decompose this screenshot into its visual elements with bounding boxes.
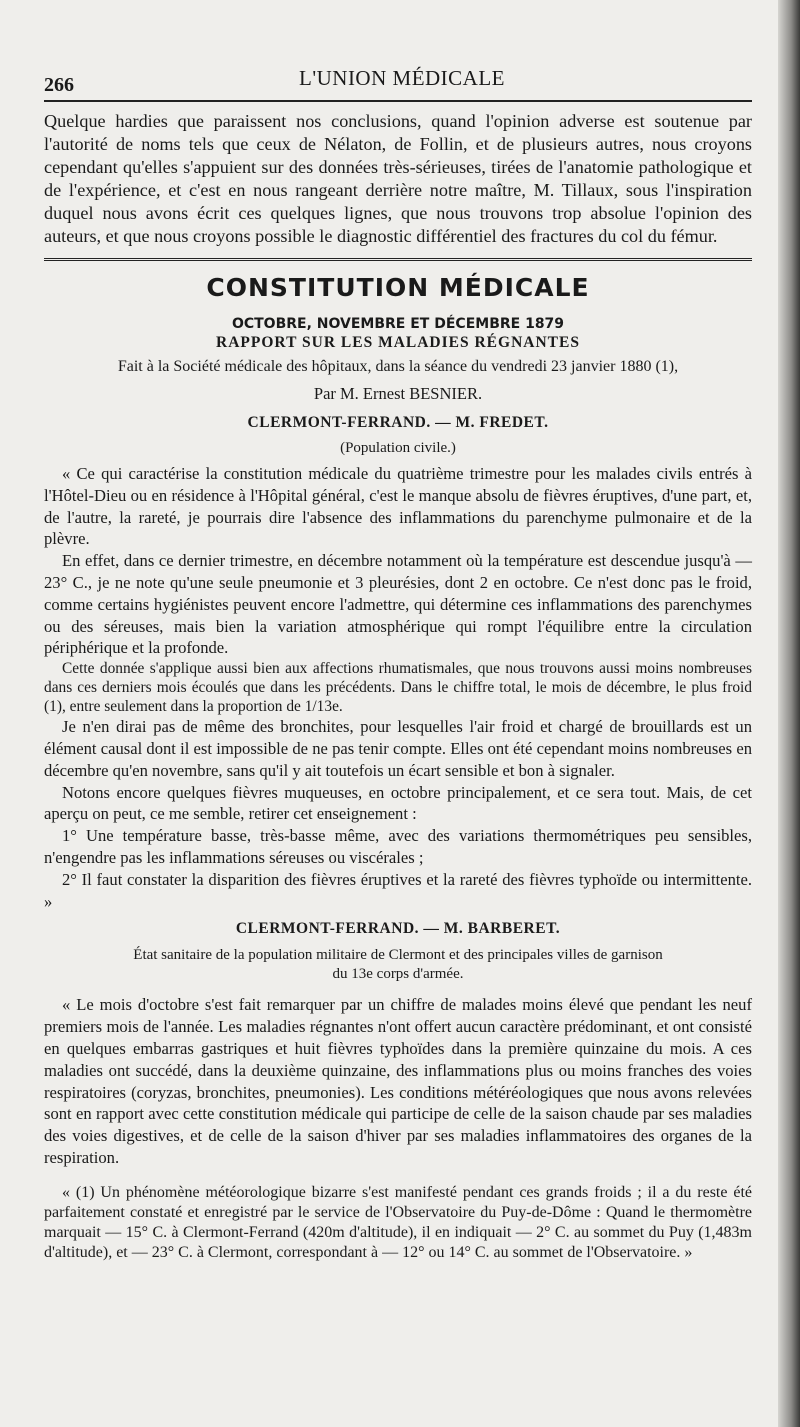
part1-heading: CLERMONT-FERRAND. — M. FREDET. — [247, 414, 549, 431]
report-title: RAPPORT SUR LES MALADIES RÉGNANTES — [216, 334, 580, 351]
part1-paragraph: 2° Il faut constater la disparition des fièvres éruptives et la rareté des fièvres typhoïde ou intermittente. » — [44, 869, 752, 911]
section-period: OCTOBRE, NOVEMBRE ET DÉCEMBRE 1879 — [231, 316, 565, 332]
intro-paragraph: Quelque hardies que paraissent nos conclusions, quand l'opinion adverse est soutenue par l'autorité de noms tels que ceux de Nélaton, de Follin, et de plusieurs autres, nous croyons cependant qu'elles s'appuient sur des données très-sérieuses, tirées de l'anatomie pathologique et de l'expérience, et c'est en nous rangeant derrière notre maître, M. Tillaux, sous l'inspiration duquel nous avons écrit ces quelques lignes, que nous trouvons trop absolue l'opinion des auteurs, et que nous croyons possible le diagnostic différentiel des fractures du col du fémur. — [44, 111, 752, 246]
part2-subheading-line2: du 13e corps d'armée. — [332, 966, 464, 983]
part1-paragraph: Cette donnée s'applique aussi bien aux affections rhumatismales, que nous trouvons aussi moins nombreuses dans ces derniers mois écoulés que dans les précédents. Dans le chiffre total, le mois de décembre, le plus froid (1), entre seulement dans la proportion de 1/13e. — [44, 660, 752, 716]
page-number: 266 — [44, 74, 74, 96]
part1-paragraph: 1° Une température basse, très-basse même, avec des variations thermométriques peu sensibles, n'engendre pas les inflammations séreuses ou viscérales ; — [44, 826, 752, 867]
part2-subheading — [44, 946, 752, 984]
author-line: Par M. Ernest BESNIER. — [313, 384, 483, 403]
part1-paragraph: Je n'en dirai pas de même des bronchites, pour lesquelles l'air froid et chargé de brouillards est un élément causal dont il est impossible de ne pas tenir compte. Elles ont été cependant moins nombreuses en décembre qu'en novembre, sans qu'il y ait toutefois un écart sensible et bon à signaler. — [44, 717, 752, 780]
part2-subheading-line1: État sanitaire de la population militaire de Clermont et des principales villes de garnison — [133, 947, 663, 964]
footnote: « (1) Un phénomène météorologique bizarre s'est manifesté pendant ces grands froids ; il a du reste été parfaitement constaté et enregistré par le service de l'Observatoire du Puy-de-Dôme : Quand le thermomètre marquait — 15° C. à Clermont-Ferrand (420m d'altitude), il en indiquait — 2° C. au sommet du Puy (1,483m d'altitude), et — 23° C. à Clermont, correspondant à — 12° ou 14° C. au sommet de l'Observatoire. » — [44, 1183, 752, 1261]
part1-population: (Population civile.) — [340, 440, 456, 456]
section-title: CONSTITUTION MÉDICALE — [206, 273, 590, 302]
part2-paragraph: « Le mois d'octobre s'est fait remarquer par un chiffre de malades moins élevé que pendant les neuf premiers mois de l'année. Les maladies régnantes n'ont offert aucun caractère prédominant, et ont consisté en quelques embarras gastriques et huit fièvres typhoïdes dans la première quinzaine du mois. A ces maladies ont succédé, dans la deuxième quinzaine, des inflammations plus ou moins franches des voies respiratoires (coryzas, bronchites, pneumonies). Les conditions météréologiques que nous avons relevées sont en rapport avec cette constitution médicale qui participe de celle de la saison chaude par ses maladies des voies digestives, et de celle de la saison d'hiver par ses maladies inflammatoires des organes de la respiration. — [44, 995, 752, 1167]
part1-paragraph: « Ce qui caractérise la constitution médicale du quatrième trimestre pour les malades civils entrés à l'Hôtel-Dieu ou en résidence à l'Hôpital général, c'est le manque absolu de fièvres éruptives, d'une part, et, de l'autre, la rareté, je pourrais dire l'absence des inflammations du parenchyme pulmonaire et de la plèvre. — [44, 464, 752, 549]
part1-paragraph: Notons encore quelques fièvres muqueuses, en octobre principalement, et ce sera tout. Mais, de cet aperçu on peut, ce me semble, retirer cet enseignement : — [44, 782, 752, 824]
section-divider — [44, 258, 752, 263]
running-title: L'UNION MÉDICALE — [299, 66, 506, 90]
header-rule — [44, 100, 752, 102]
page-header — [44, 60, 752, 94]
part1-paragraph: En effet, dans ce dernier trimestre, en décembre notamment où la température est descendue jusqu'à — 23° C., je ne note qu'une seule pneumonie et 3 pleurésies, dont 2 en octobre. Ce n'est donc pas le froid, comme certains hygiénistes peuvent encore l'admettre, qui détermine ces inflammations des parenchymes ou des séreuses, mais bien la variation atmosphérique qui rompt l'équilibre entre la circulation périphérique et la profonde. — [44, 551, 752, 658]
presentation-line: Fait à la Société médicale des hôpitaux, dans la séance du vendredi 23 janvier 1880 (1), — [117, 358, 679, 375]
part2-heading: CLERMONT-FERRAND. — M. BARBERET. — [235, 920, 561, 938]
book-spine-shadow — [778, 0, 800, 1427]
